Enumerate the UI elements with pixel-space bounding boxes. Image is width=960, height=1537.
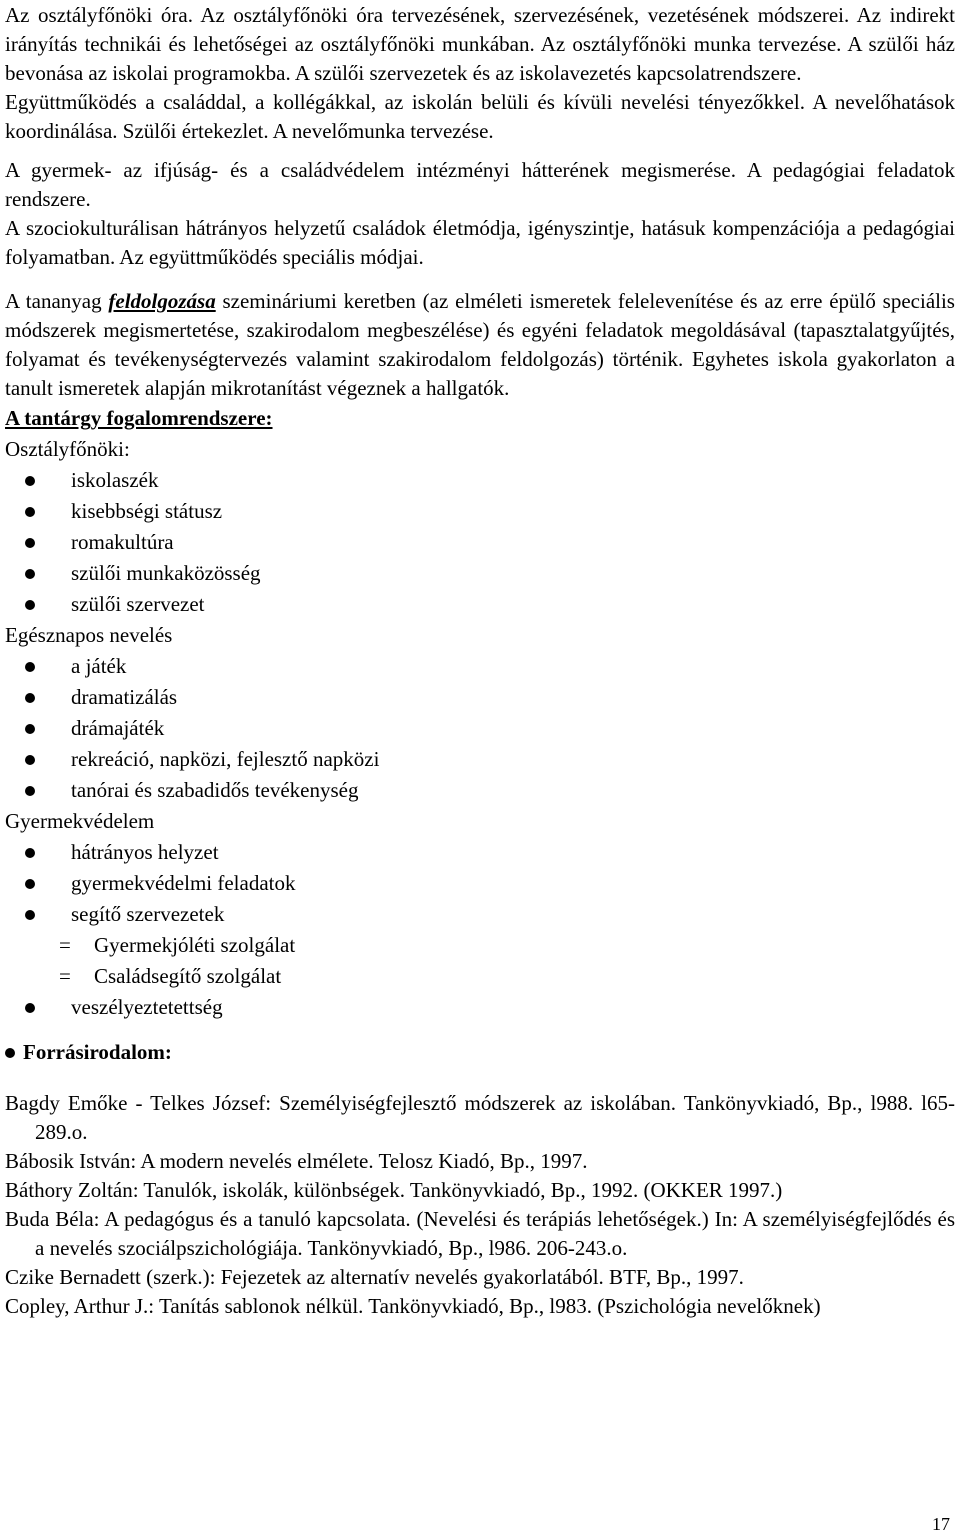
list-item <box>5 713 955 744</box>
list-item-text: szülői szervezet <box>71 592 205 616</box>
list-item <box>5 465 955 496</box>
group-title-all-day-education: Egésznapos nevelés <box>5 623 173 647</box>
bullet-icon <box>25 1003 35 1013</box>
reference-item: Bábosik István: A modern nevelés elmélete. Telosz Kiadó, Bp., 1997. <box>5 1149 588 1173</box>
list-item <box>5 837 955 868</box>
reference-item: Buda Béla: A pedagógus és a tanuló kapcsolata. (Nevelési és terápiás lehetőségek.) In: A személyiségfejlődés és a nevelés szociálpszichológiája. Tankönyvkiadó, Bp., l986. 206-243.o. <box>5 1207 955 1260</box>
document-page <box>5 0 955 1321</box>
list-item <box>5 992 955 1023</box>
list-item-text: dramatizálás <box>71 685 178 709</box>
group3-list <box>5 837 955 930</box>
bullet-icon <box>25 786 35 796</box>
list-item-text: gyermekvédelmi feladatok <box>71 871 296 895</box>
processing-text-after: szemináriumi keretben (az elméleti ismeretek felelevenítése és az erre épülő speciális módszerek megismertetése, szakirodalom megbeszélése) és egyéni feladatok megoldásával (tapasztalatgyűjtés, folyamat és tevékenységtervezés valamint szakirodalom feldolgozás) történik. Egyhetes iskola gyakorlaton a tanult ismeretek alapján mikrotanítást végeznek a hallgatók. <box>5 289 955 400</box>
list-item-text: hátrányos helyzet <box>71 840 219 864</box>
processing-text-before: A tananyag <box>5 289 109 313</box>
list-item <box>5 496 955 527</box>
reference-item: Copley, Arthur J.: Tanítás sablonok nélkül. Tankönyvkiadó, Bp., l983. (Pszichológia nevelőknek) <box>5 1294 821 1318</box>
list-item <box>5 775 955 806</box>
group3-list-end <box>5 992 955 1023</box>
bullet-icon <box>25 724 35 734</box>
list-item <box>5 868 955 899</box>
references-heading-text: Forrásirodalom: <box>23 1040 172 1064</box>
list-item-text: romakultúra <box>71 530 174 554</box>
reference-item: Czike Bernadett (szerk.): Fejezetek az alternatív nevelés gyakorlatából. BTF, Bp., 1997. <box>5 1265 744 1289</box>
bullet-icon <box>25 538 35 548</box>
sub-list-item <box>5 961 955 992</box>
equals-marker: = <box>59 933 71 957</box>
group-title-class-teacher: Osztályfőnöki: <box>5 437 130 461</box>
list-item <box>5 558 955 589</box>
paragraph-child-protection: A gyermek- az ifjúság- és a családvédelem intézményi hátterének megismerése. A pedagógiai feladatok rendszere. <box>5 158 955 211</box>
paragraph-cooperation: Együttműködés a családdal, a kollégákkal, az iskolán belüli és kívüli nevelési tényezőkkel. A nevelőhatások koordinálása. Szülői értekezlet. A nevelőmunka tervezése. <box>5 90 955 143</box>
references-heading <box>5 1037 955 1068</box>
bullet-icon <box>25 662 35 672</box>
group-title-child-protection: Gyermekvédelem <box>5 809 155 833</box>
list-item <box>5 651 955 682</box>
list-item-text: kisebbségi státusz <box>71 499 223 523</box>
bullet-icon <box>25 755 35 765</box>
list-item <box>5 899 955 930</box>
sub-list-item <box>5 930 955 961</box>
bullet-icon <box>25 600 35 610</box>
bullet-icon <box>5 1048 15 1058</box>
list-item-text: segítő szervezetek <box>71 902 225 926</box>
page-number: 17 <box>932 1514 950 1534</box>
list-item-text: iskolaszék <box>71 468 159 492</box>
bullet-icon <box>25 507 35 517</box>
concepts-heading: A tantárgy fogalomrendszere: <box>5 406 273 430</box>
group3-sublist <box>5 930 955 992</box>
sub-list-item-text: Gyermekjóléti szolgálat <box>94 933 296 957</box>
list-item-text: rekreáció, napközi, fejlesztő napközi <box>71 747 380 771</box>
equals-marker: = <box>59 964 71 988</box>
list-item <box>5 527 955 558</box>
reference-item: Bagdy Emőke - Telkes József: Személyiségfejlesztő módszerek az iskolában. Tankönyvkiadó, Bp., l988. l65-289.o. <box>5 1091 955 1144</box>
bullet-icon <box>25 848 35 858</box>
list-item <box>5 589 955 620</box>
paragraph-sociocultural: A szociokulturálisan hátrányos helyzetű családok életmódja, igényszintje, hatásuk kompenzációja a pedagógiai folyamatban. Az együttműködés speciális módjai. <box>5 216 955 269</box>
bullet-icon <box>25 879 35 889</box>
list-item <box>5 744 955 775</box>
list-item-text: tanórai és szabadidős tevékenység <box>71 778 359 802</box>
paragraph-processing <box>5 287 955 403</box>
bullet-icon <box>25 910 35 920</box>
sub-list-item-text: Családsegítő szolgálat <box>94 964 282 988</box>
processing-emphasis: feldolgozása <box>108 289 216 313</box>
bullet-icon <box>25 476 35 486</box>
list-item-text: veszélyeztetettség <box>71 995 223 1019</box>
list-item-text: a játék <box>71 654 127 678</box>
group2-list <box>5 651 955 806</box>
bullet-icon <box>25 693 35 703</box>
list-item-text: drámajáték <box>71 716 165 740</box>
group1-list <box>5 465 955 620</box>
bullet-icon <box>25 569 35 579</box>
list-item-text: szülői munkaközösség <box>71 561 261 585</box>
paragraph-class-teacher-topics: Az osztályfőnöki óra. Az osztályfőnöki óra tervezésének, szervezésének, vezetésének módszerei. Az indirekt irányítás technikái és lehetőségei az osztályfőnöki munkában. Az osztályfőnöki munka tervezése. A szülői ház bevonása az iskolai programokba. A szülői szervezetek és az iskolavezetés kapcsolatrendszere. <box>5 3 955 85</box>
reference-item: Báthory Zoltán: Tanulók, iskolák, különbségek. Tankönyvkiadó, Bp., 1992. (OKKER 1997.) <box>5 1178 783 1202</box>
list-item <box>5 682 955 713</box>
